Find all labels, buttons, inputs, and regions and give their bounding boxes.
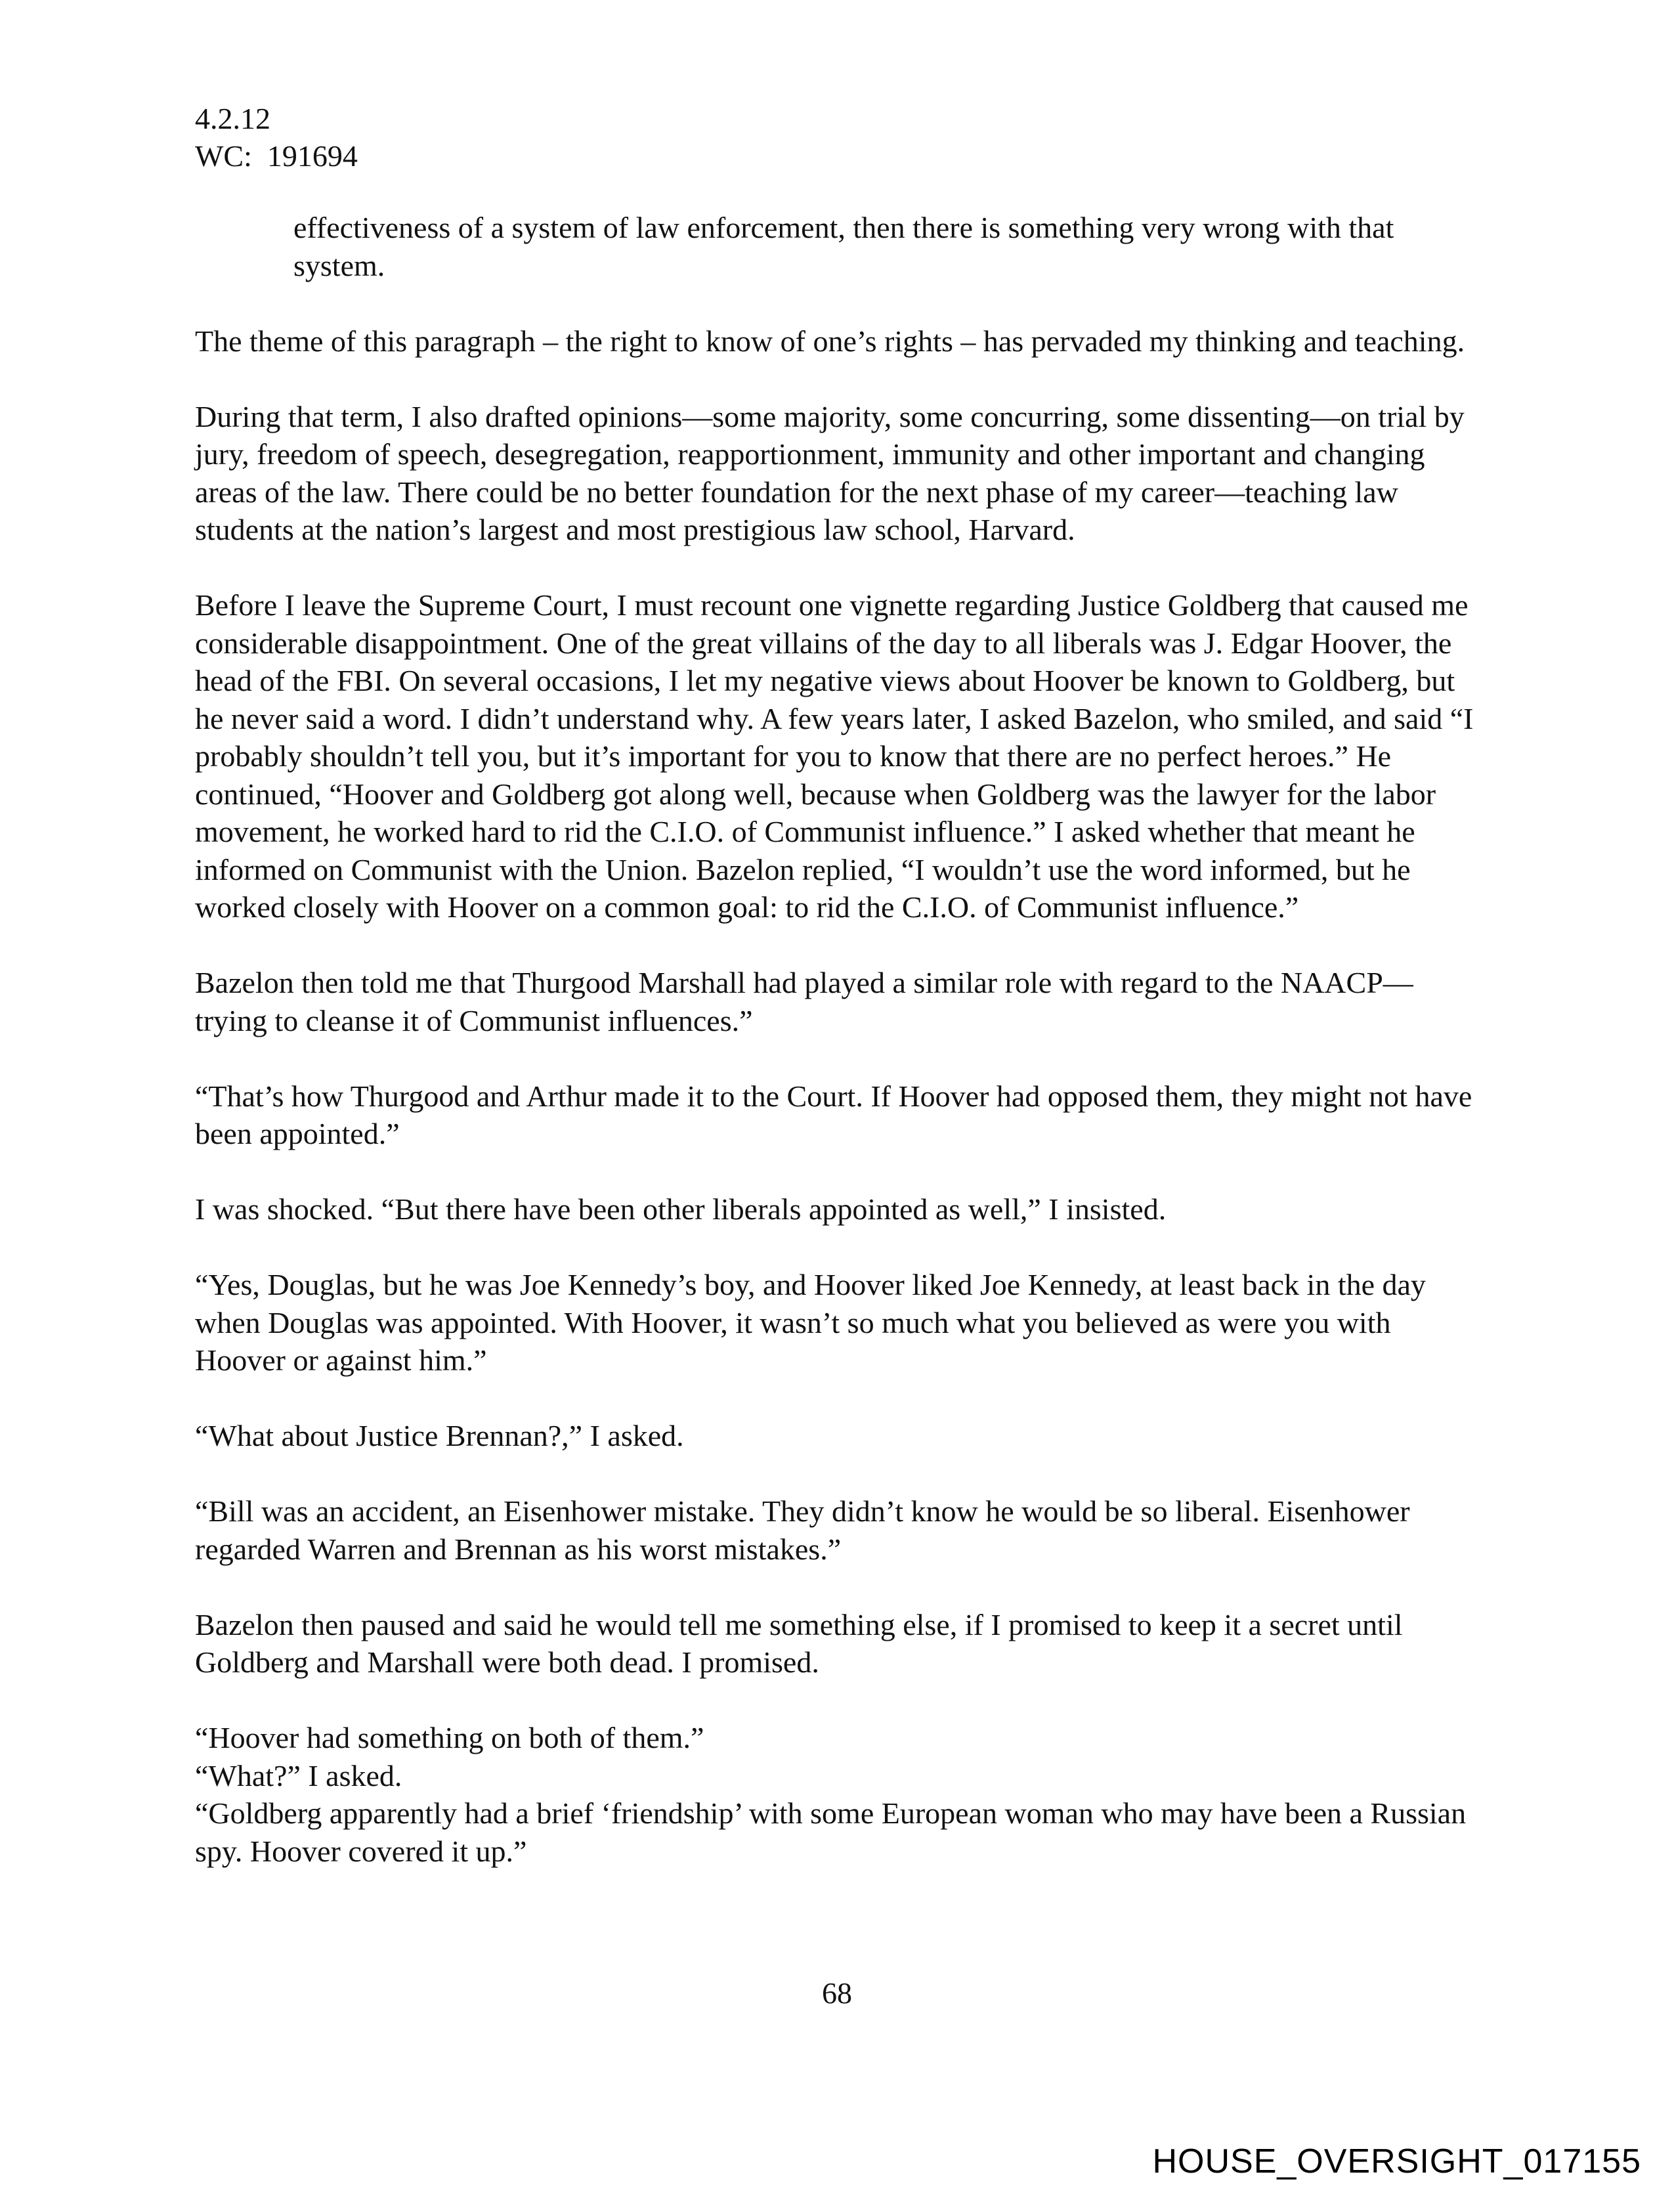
- dialogue-line: “Hoover had something on both of them.”: [195, 1721, 704, 1754]
- paragraph: Before I leave the Supreme Court, I must recount one vignette regarding Justice Goldberg that caused me considerable disappointment. One of the great villains of the day to all liberals was J. Edgar Hoover, the head of the FBI. On several occasions, I let my negative views about Hoover be known to Goldberg, but he never said a word. I didn’t understand why. A few years later, I asked Bazelon, who smiled, and said “I probably shouldn’t tell you, but it’s important for you to know that there are no perfect heroes.” He continued, “Hoover and Goldberg got along well, because when Goldberg was the lawyer for the labor movement, he worked hard to rid the C.I.O. of Communist influence.” I asked whether that meant he informed on Communist with the Union. Bazelon replied, “I wouldn’t use the word informed, but he worked closely with Hoover on a common goal: to rid the C.I.O. of Communist influence.”: [195, 588, 1474, 924]
- bates-number: HOUSE_OVERSIGHT_017155: [1152, 2142, 1641, 2180]
- page-number: 68: [822, 1976, 852, 2010]
- paragraph: I was shocked. “But there have been other liberals appointed as well,” I insisted.: [195, 1192, 1167, 1226]
- paragraph: “Bill was an accident, an Eisenhower mistake. They didn’t know he would be so liberal. Eisenhower regarded Warren and Brennan as his worst mistakes.”: [195, 1494, 1410, 1566]
- paragraph: “That’s how Thurgood and Arthur made it to the Court. If Hoover had opposed them, they might not have been appointed.”: [195, 1079, 1472, 1150]
- paragraph: Bazelon then paused and said he would tell me something else, if I promised to keep it a secret until Goldberg and Marshall were both dead. I promised.: [195, 1607, 1403, 1679]
- document-body: [195, 209, 1482, 1870]
- paragraph: “What about Justice Brennan?,” I asked.: [195, 1419, 684, 1452]
- header-word-count: WC: 191694: [195, 139, 358, 173]
- paragraph: Bazelon then told me that Thurgood Marshall had played a similar role with regard to the NAACP—trying to cleanse it of Communist influences.”: [195, 966, 1413, 1037]
- paragraph: “Yes, Douglas, but he was Joe Kennedy’s boy, and Hoover liked Joe Kennedy, at least back in the day when Douglas was appointed. With Hoover, it wasn’t so much what you believed as were you with Hoover or against him.”: [195, 1268, 1426, 1377]
- header-date: 4.2.12: [195, 102, 270, 135]
- document-header: [195, 100, 358, 175]
- paragraph: During that term, I also drafted opinions—some majority, some concurring, some dissenting—on trial by jury, freedom of speech, desegregation, reapportionment, immunity and other important and changing areas of the law. There could be no better foundation for the next phase of my career—teaching law students at the nation’s largest and most prestigious law school, Harvard.: [195, 399, 1465, 546]
- paragraph: The theme of this paragraph – the right to know of one’s rights – has pervaded my thinking and teaching.: [195, 324, 1465, 358]
- dialogue-line: “Goldberg apparently had a brief ‘friendship’ with some European woman who may have been a Russian spy. Hoover covered it up.”: [195, 1796, 1467, 1868]
- block-quote-paragraph: effectiveness of a system of law enforcement, then there is something very wrong with that system.: [293, 211, 1394, 282]
- dialogue-line: “What?” I asked.: [195, 1758, 402, 1792]
